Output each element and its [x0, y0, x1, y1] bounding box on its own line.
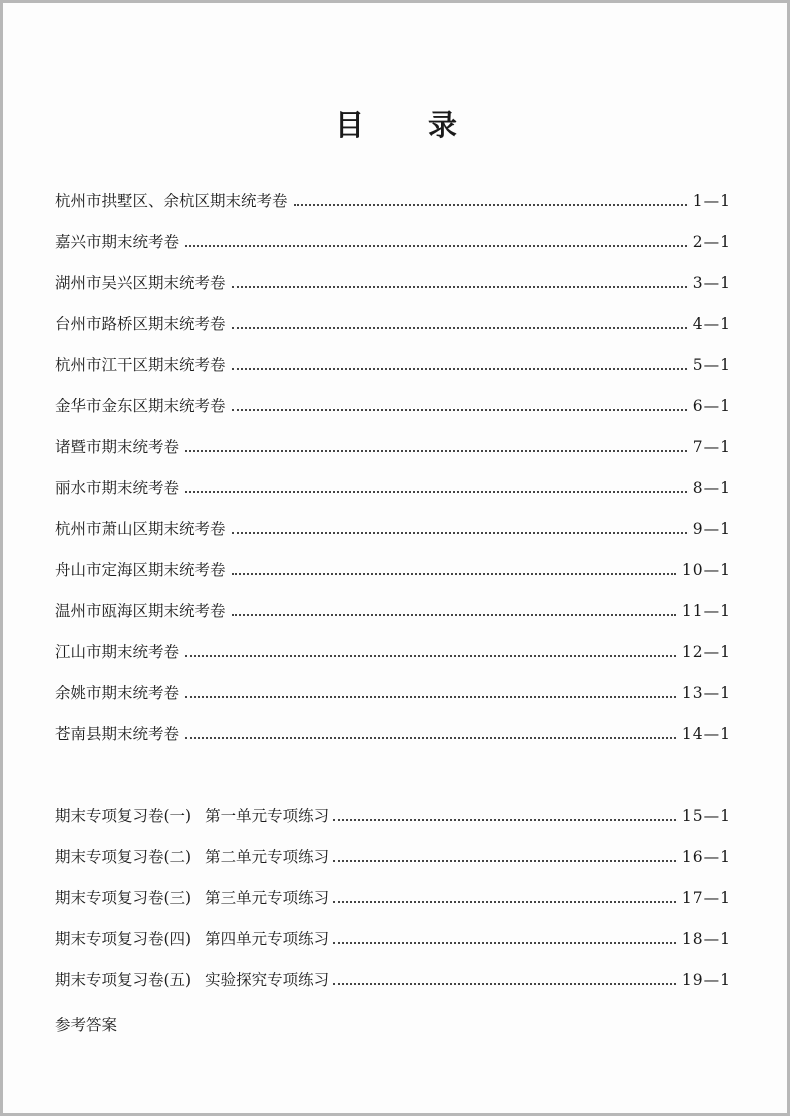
toc-entry-page: 10—1 — [681, 561, 731, 579]
dot-leader — [333, 901, 676, 903]
review-entry[interactable] — [55, 804, 731, 828]
toc-entry[interactable] — [55, 722, 731, 746]
toc-entry-name: 丽水市期末统考卷 — [55, 479, 180, 497]
dot-leader — [232, 368, 687, 370]
toc-entry[interactable] — [55, 517, 731, 541]
review-entry-name: 期末专项复习卷(一) — [55, 807, 192, 825]
toc-entry-page: 5—1 — [692, 356, 731, 374]
review-entry[interactable] — [55, 927, 731, 951]
review-entry-name: 期末专项复习卷(三) — [55, 889, 192, 907]
toc-entry-page: 4—1 — [692, 315, 731, 333]
review-entry-page: 16—1 — [681, 848, 731, 866]
dot-leader — [232, 532, 687, 534]
toc-entry[interactable] — [55, 681, 731, 705]
dot-leader — [333, 942, 676, 944]
toc-entry-name: 杭州市萧山区期末统考卷 — [55, 520, 226, 538]
toc-entry-page: 13—1 — [681, 684, 731, 702]
toc-entry-page: 8—1 — [692, 479, 731, 497]
toc-entry-name: 余姚市期末统考卷 — [55, 684, 180, 702]
review-entry-page: 17—1 — [681, 889, 731, 907]
review-entry-page: 18—1 — [681, 930, 731, 948]
toc-entry[interactable] — [55, 271, 731, 295]
review-entry-topic: 实验探究专项练习 — [205, 971, 330, 989]
review-entry-name: 期末专项复习卷(二) — [55, 848, 192, 866]
toc-entry-page: 14—1 — [681, 725, 731, 743]
toc-entry[interactable] — [55, 435, 731, 459]
dot-leader — [185, 491, 687, 493]
toc-entry-page: 2—1 — [692, 233, 731, 251]
review-entry-name: 期末专项复习卷(五) — [55, 971, 192, 989]
toc-entry-name: 温州市瓯海区期末统考卷 — [55, 602, 226, 620]
review-entry[interactable] — [55, 968, 731, 992]
review-entry[interactable] — [55, 845, 731, 869]
dot-leader — [232, 614, 676, 616]
toc-entry-name: 杭州市江干区期末统考卷 — [55, 356, 226, 374]
toc-entry-name: 杭州市拱墅区、余杭区期末统考卷 — [55, 192, 288, 210]
dot-leader — [185, 245, 687, 247]
toc-entry-name: 金华市金东区期末统考卷 — [55, 397, 226, 415]
toc-entry[interactable] — [55, 230, 731, 254]
review-entry-page: 15—1 — [681, 807, 731, 825]
dot-leader — [185, 737, 676, 739]
answers-heading[interactable]: 参考答案 — [55, 1016, 118, 1034]
toc-entry[interactable] — [55, 640, 731, 664]
toc-entry-page: 9—1 — [692, 520, 731, 538]
toc-entry-page: 6—1 — [692, 397, 731, 415]
dot-leader — [185, 655, 676, 657]
dot-leader — [185, 450, 687, 452]
toc-entry[interactable] — [55, 476, 731, 500]
toc-entry-page: 3—1 — [692, 274, 731, 292]
dot-leader — [232, 286, 687, 288]
toc-entry-page: 1—1 — [692, 192, 731, 210]
toc-entry-name: 苍南县期末统考卷 — [55, 725, 180, 743]
toc-entry-name: 诸暨市期末统考卷 — [55, 438, 180, 456]
toc-entry[interactable] — [55, 599, 731, 623]
toc-entry[interactable] — [55, 394, 731, 418]
toc-entry-name: 舟山市定海区期末统考卷 — [55, 561, 226, 579]
dot-leader — [232, 573, 676, 575]
page-title — [3, 103, 790, 144]
toc-entry-page: 11—1 — [681, 602, 731, 620]
dot-leader — [333, 819, 676, 821]
toc-entry-page: 12—1 — [681, 643, 731, 661]
dot-leader — [333, 983, 676, 985]
review-entry-topic: 第一单元专项练习 — [205, 807, 330, 825]
dot-leader — [185, 696, 676, 698]
toc-entry-page: 7—1 — [692, 438, 731, 456]
toc-entry[interactable] — [55, 312, 731, 336]
toc-entry-name: 江山市期末统考卷 — [55, 643, 180, 661]
review-entry-topic: 第四单元专项练习 — [205, 930, 330, 948]
review-entry[interactable] — [55, 886, 731, 910]
toc-entry-name: 湖州市吴兴区期末统考卷 — [55, 274, 226, 292]
review-entry-topic: 第二单元专项练习 — [205, 848, 330, 866]
toc-entry[interactable] — [55, 353, 731, 377]
toc-entry[interactable] — [55, 189, 731, 213]
dot-leader — [232, 327, 687, 329]
dot-leader — [294, 204, 687, 206]
dot-leader — [232, 409, 687, 411]
toc-entry-name: 嘉兴市期末统考卷 — [55, 233, 180, 251]
dot-leader — [333, 860, 676, 862]
title-char-2: 录 — [428, 108, 462, 142]
toc-entry[interactable] — [55, 558, 731, 582]
review-entry-page: 19—1 — [681, 971, 731, 989]
toc-entry-name: 台州市路桥区期末统考卷 — [55, 315, 226, 333]
review-entry-topic: 第三单元专项练习 — [205, 889, 330, 907]
review-entry-name: 期末专项复习卷(四) — [55, 930, 192, 948]
title-char-1: 目 — [334, 108, 368, 142]
